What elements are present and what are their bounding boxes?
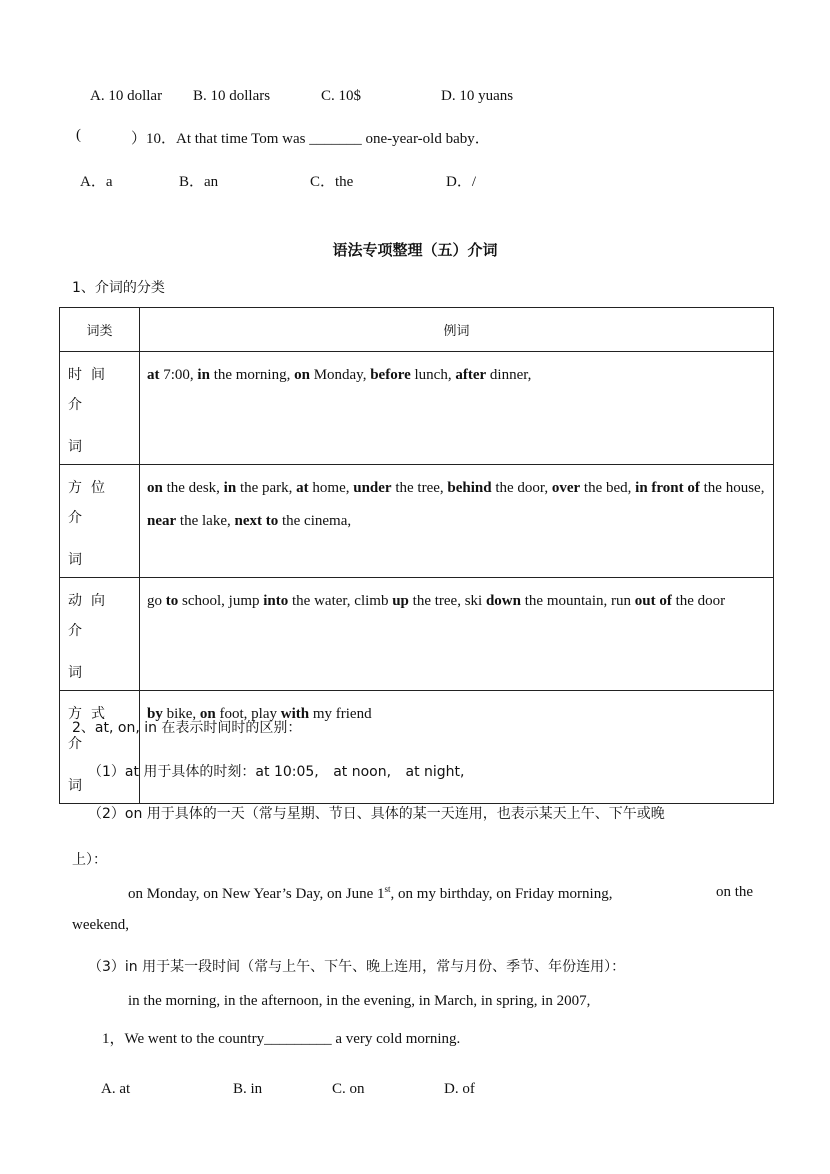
q9-option-a: A. 10 dollar: [90, 88, 163, 104]
preposition-word: near: [147, 513, 177, 529]
table-row: [60, 352, 774, 465]
category-label: 方式介: [68, 706, 114, 752]
example-text: foot, play: [215, 706, 281, 722]
exercise1-rest: a very cold morning.: [335, 1031, 461, 1047]
preposition-word: on: [147, 480, 163, 496]
q10-option-b: B．an: [179, 174, 219, 190]
preposition-word: behind: [447, 480, 492, 496]
example-text: home,: [308, 480, 354, 496]
example-text: lunch,: [410, 367, 456, 383]
q10-stem: ）10．At that time Tom was: [131, 131, 306, 147]
example-text: Monday,: [309, 367, 371, 383]
exercise1-prefix: 1，We went to the country: [102, 1031, 265, 1047]
preposition-word: at: [296, 480, 309, 496]
preposition-word: down: [485, 593, 521, 609]
example-text: the morning,: [209, 367, 295, 383]
preposition-word: next to: [234, 513, 279, 529]
rule2-examples-sup: st: [384, 884, 391, 894]
exercise1-option-d: D. of: [444, 1081, 475, 1097]
rule2-examples-tail: on the: [716, 884, 754, 900]
q10-option-a: A．a: [80, 174, 113, 190]
q9-option-d: D. 10 yuans: [441, 88, 514, 104]
rule1-label: （1）at 用于具体的时刻：at 10:05,: [88, 764, 319, 780]
table-row: [60, 578, 774, 691]
category-label: 动向介: [68, 593, 114, 639]
q10-question: [131, 127, 490, 148]
preposition-word: over: [551, 480, 581, 496]
preposition-word: by: [147, 706, 163, 722]
preposition-word: with: [280, 706, 310, 722]
examples-cell: [140, 691, 774, 804]
category-cell: [60, 691, 140, 804]
preposition-word: into: [263, 593, 289, 609]
example-text: the bed,: [580, 480, 636, 496]
section-title: 语法专项整理（五）介词: [332, 241, 498, 259]
preposition-word: in front of: [635, 480, 700, 496]
table-row: [60, 691, 774, 804]
example-text: the house,: [699, 480, 765, 496]
example-text: dinner,: [486, 367, 532, 383]
category-label: 时间介: [68, 367, 114, 413]
part1-heading: 1、介词的分类: [72, 280, 165, 296]
table-row: [60, 465, 774, 578]
category-label-tail: 词: [68, 665, 82, 681]
exercise1-option-b: B. in: [233, 1081, 263, 1097]
example-text: the tree, ski: [408, 593, 486, 609]
category-label: 方位介: [68, 480, 114, 526]
example-text: bike,: [162, 706, 200, 722]
example-text: the park,: [236, 480, 297, 496]
header-category: 词类: [60, 308, 140, 352]
preposition-word: on: [199, 706, 216, 722]
q10-option-c: C．the: [310, 174, 354, 190]
q9-option-c: C. 10$: [321, 88, 362, 104]
preposition-word: in: [223, 480, 237, 496]
examples-cell: [140, 352, 774, 465]
q9-option-b: B. 10 dollars: [193, 88, 271, 104]
example-text: the door: [671, 593, 726, 609]
exercise1-question: [102, 1027, 460, 1048]
q10-blank: _______: [309, 131, 362, 147]
category-label-tail: 词: [68, 552, 82, 568]
category-cell: [60, 578, 140, 691]
exercise1-option-a: A. at: [101, 1081, 131, 1097]
example-text: the tree,: [391, 480, 448, 496]
rule1: [88, 761, 465, 781]
category-cell: [60, 352, 140, 465]
example-text: go: [147, 593, 166, 609]
preposition-word: out of: [634, 593, 672, 609]
rule2-examples-line2: weekend,: [72, 917, 130, 933]
category-cell: [60, 465, 140, 578]
example-text: the water, climb: [288, 593, 393, 609]
preposition-word: after: [455, 367, 487, 383]
rule1-example-night: at night,: [405, 764, 465, 780]
q10-option-d: D．/: [446, 174, 477, 190]
example-text: my friend: [309, 706, 372, 722]
rule2-examples-a: on Monday, on New Year’s Day, on June 1: [128, 886, 385, 902]
preposition-word: at: [147, 367, 160, 383]
example-text: the desk,: [162, 480, 224, 496]
part2-heading: 2、at, on, in 在表示时间时的区别：: [72, 720, 302, 736]
exercise1-blank: _________: [264, 1031, 332, 1047]
rule2-examples: [128, 884, 612, 903]
category-label-tail: 词: [68, 439, 82, 455]
preposition-word: up: [392, 593, 409, 609]
rule2-line1: （2）on 用于具体的一天（常与星期、节日、具体的某一天连用，也表示某天上午、下午或晚: [88, 806, 665, 822]
examples-cell: [140, 578, 774, 691]
rule2-examples-b: , on my birthday, on Friday morning,: [390, 886, 613, 902]
preposition-word: in: [197, 367, 210, 383]
preposition-word: on: [294, 367, 310, 383]
example-text: the door,: [491, 480, 552, 496]
rule3-examples: in the morning, in the afternoon, in the evening, in March, in spring, in 2007,: [128, 993, 591, 1009]
table-header-row: [60, 308, 774, 352]
preposition-word: before: [370, 367, 411, 383]
rule2-line2: 上）：: [72, 852, 107, 868]
preposition-word: under: [353, 480, 392, 496]
example-text: the lake,: [176, 513, 235, 529]
rule1-example-noon: at noon,: [333, 764, 392, 780]
category-label-tail: 词: [68, 778, 82, 794]
example-text: school, jump: [178, 593, 264, 609]
example-text: the cinema,: [278, 513, 352, 529]
example-text: the mountain, run: [521, 593, 635, 609]
example-text: 7:00,: [159, 367, 198, 383]
exercise1-option-c: C. on: [332, 1081, 365, 1097]
header-examples: 例词: [140, 308, 774, 352]
q10-open-paren: (: [76, 127, 81, 143]
rule3-label: （3）in 用于某一段时间（常与上午、下午、晚上连用，常与月份、季节、年份连用）：: [88, 959, 626, 975]
examples-cell: [140, 465, 774, 578]
preposition-word: to: [165, 593, 179, 609]
q10-rest: one-year-old baby．: [365, 131, 490, 147]
